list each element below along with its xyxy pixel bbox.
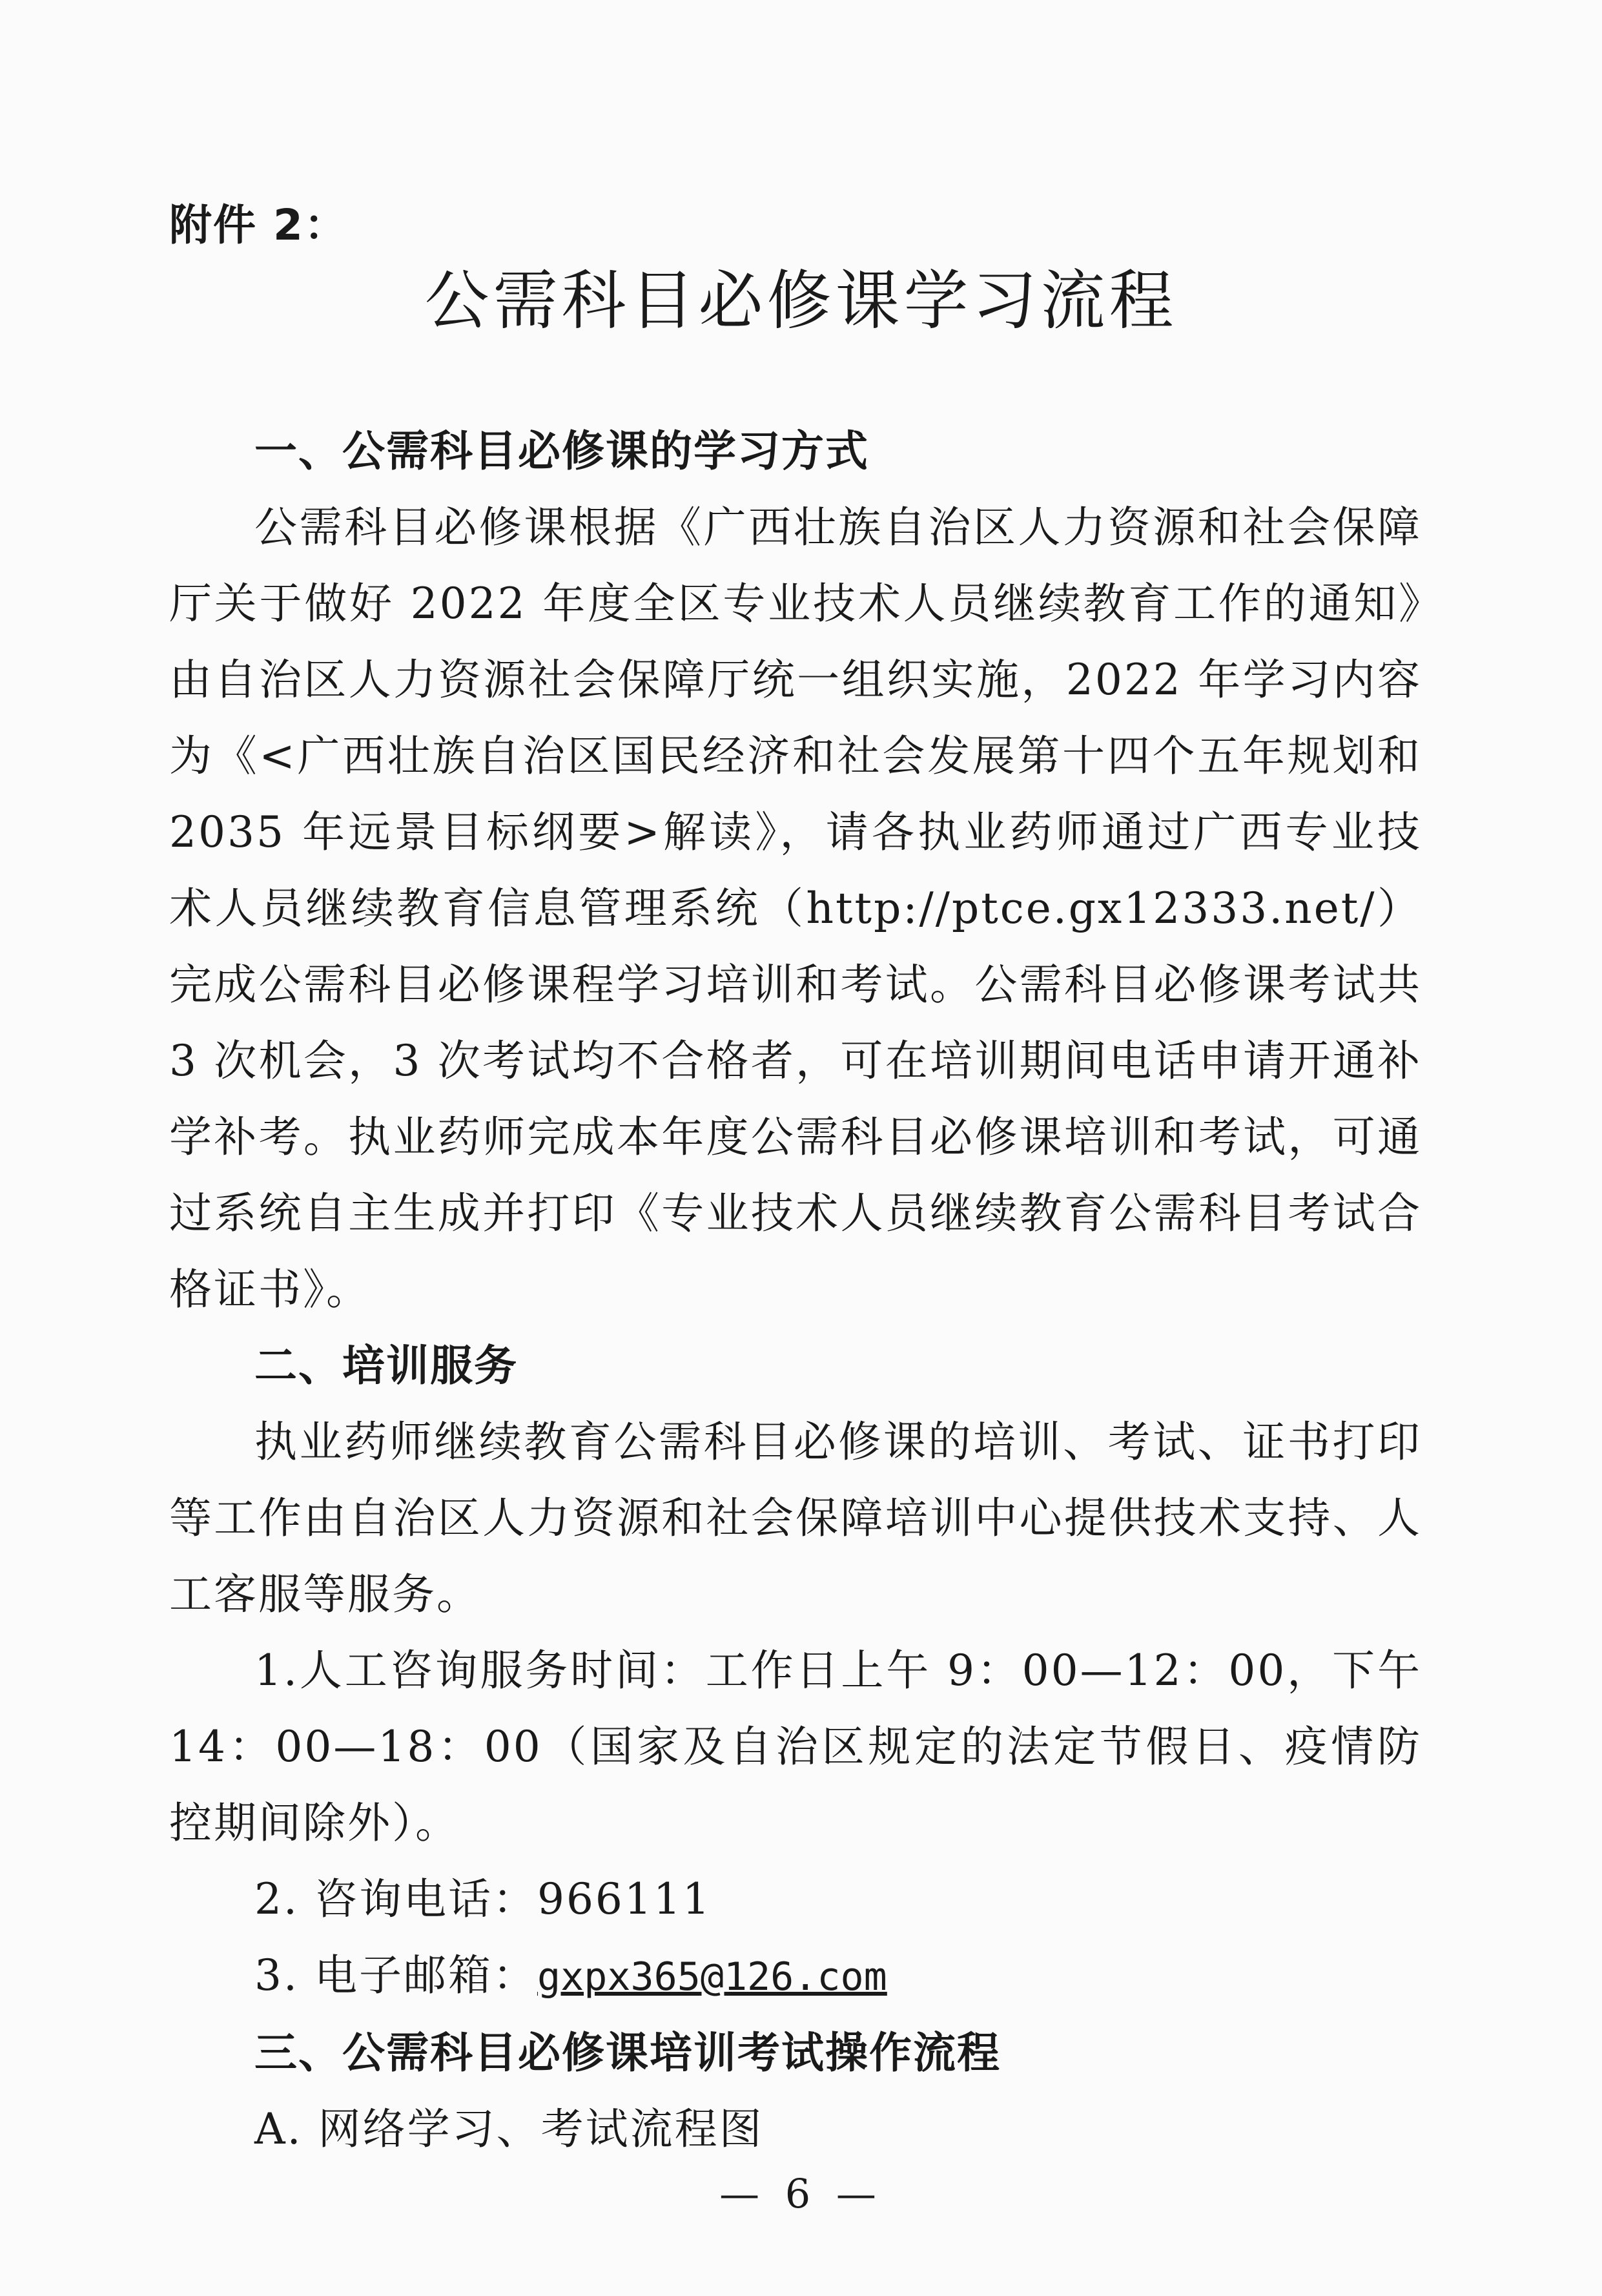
section-2-item-2: 2. 咨询电话：966111 [254,1874,712,1924]
section-2-item-3 [169,1938,1422,2015]
email-label: 3. 电子邮箱： [254,1950,537,2000]
document-body [169,413,1422,2167]
section-3-subheading: A. 网络学习、考试流程图 [254,2104,764,2154]
section-1-heading: 一、公需科目必修课的学习方式 [254,426,869,476]
section-1-paragraph: 公需科目必修课根据《广西壮族自治区人力资源和社会保障厅关于做好 2022 年度全区专业技术人员继续教育工作的通知》由自治区人力资源社会保障厅统一组织实施，2022 年学习内容为《<广西壮族自治区国民经济和社会发展第十四个五年规划和 2035 年远景目标纲要>解读》，请各执业药师通过广西专业技术人员继续教育信息管理系统（http://ptce.gx12333.net/）完成公需科目必修课程学习培训和考试。公需科目必修课考试共 3 次机会，3 次考试均不合格者，可在培训期间电话申请开通补学补考。执业药师完成本年度公需科目必修课培训和考试，可通过系统自主生成并打印《专业技术人员继续教育公需科目考试合格证书》。 [169,502,1422,1314]
email-link[interactable]: gxpx365@126.com [537,1954,887,2000]
section-3-heading: 三、公需科目必修课培训考试操作流程 [254,2028,1001,2078]
page-number: — 6 — [719,2170,883,2217]
section-2-item-1: 1.人工咨询服务时间：工作日上午 9：00—12：00，下午 14：00—18：00（国家及自治区规定的法定节假日、疫情防控期间除外）。 [169,1646,1422,1848]
document-title: 公需科目必修课学习流程 [424,263,1178,338]
section-2-paragraph: 执业药师继续教育公需科目必修课的培训、考试、证书打印等工作由自治区人力资源和社会保障培训中心提供技术支持、人工客服等服务。 [169,1417,1422,1619]
section-2-heading: 二、培训服务 [254,1341,518,1391]
attachment-label: 附件 2： [169,200,348,250]
